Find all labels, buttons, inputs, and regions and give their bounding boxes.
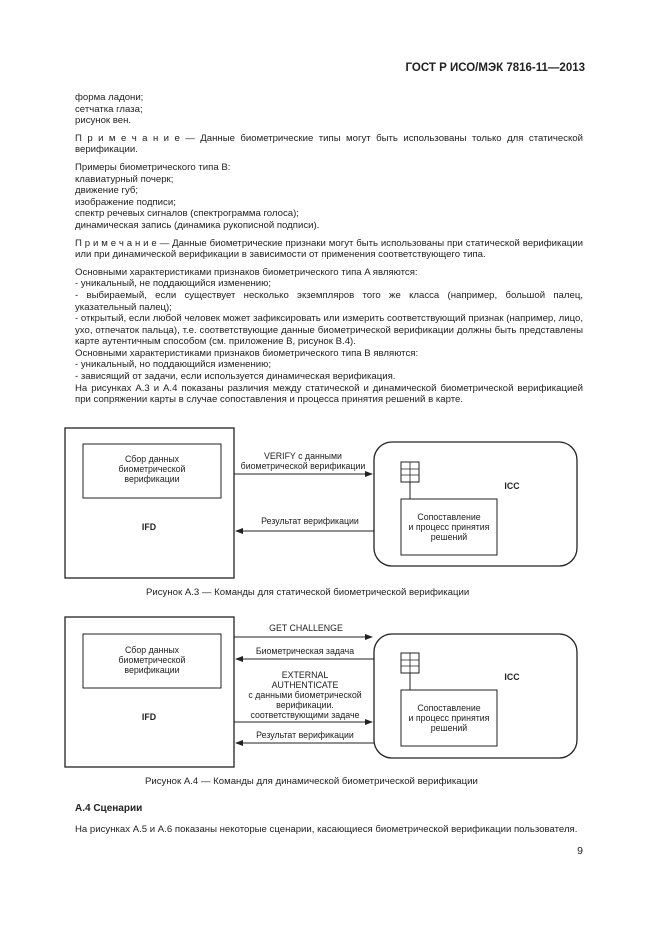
verify-label: биометрической верификации [240, 461, 366, 471]
list-item: изображение подписи; [75, 196, 176, 208]
figure-a4 [65, 617, 577, 767]
note-1 [75, 133, 583, 156]
result-label: Результат верификации [261, 516, 359, 526]
ifd-label: IFD [141, 712, 157, 722]
list-item: - зависящий от задачи, если используется динамическая верификация. [75, 371, 396, 383]
external-label: соответствующими задаче [250, 710, 360, 720]
collect-data-box [83, 634, 221, 688]
section-title: А.4 Сценарии [75, 803, 143, 814]
collect-line: Сбор данных [124, 645, 180, 655]
collect-line: верификации [124, 665, 180, 675]
list-item: спектр речевых сигналов (спектрограмма голоса); [75, 208, 299, 220]
icc-label: ICC [504, 672, 520, 682]
collect-line: биометрической [118, 464, 186, 474]
figure-a3-caption: Рисунок А.3 — Команды для статической биометрической верификации [146, 587, 470, 598]
ifd-box [65, 428, 234, 578]
match-line: Сопоставление [417, 512, 481, 522]
list-item: рисунок вен. [75, 115, 132, 127]
list-b-intro: Примеры биометрического типа B: [75, 161, 231, 173]
note-text: — Данные биометрические признаки могут быть использованы при статической верификации или при динамической верификации в зависимости от применения соответствующего типа. [75, 237, 583, 261]
note-2 [75, 238, 583, 261]
type-b-intro: Основными характеристиками признаков биометрического типа B являются: [75, 347, 419, 359]
external-label: EXTERNAL [281, 670, 329, 680]
header-title: ГОСТ Р ИСО/МЭК 7816-11—2013 [405, 62, 585, 74]
ifd-label: IFD [141, 522, 157, 532]
match-line: и процесс принятия [408, 713, 490, 723]
list-item: движение губ; [75, 185, 139, 197]
icc-box [374, 442, 577, 566]
match-line: решений [430, 723, 468, 733]
icc-label: ICC [504, 481, 520, 491]
chip-icon [401, 653, 419, 673]
figures-intro: На рисунках А.3 и А.4 показаны различия между статической и динамической биометрической верификацией при сопряжении карты в случае сопоставления и процесса принятия решений в карте. [75, 382, 583, 406]
figure-a3 [65, 428, 577, 578]
type-a-intro: Основными характеристиками признаков биометрического типа A являются: [75, 266, 418, 278]
match-line: и процесс принятия [408, 522, 490, 532]
icc-box [374, 634, 577, 758]
external-label: с данными биометрической [248, 690, 362, 700]
figure-a4-caption: Рисунок А.4 — Команды для динамической биометрической верификации [145, 776, 478, 787]
collect-line: верификации [124, 474, 180, 484]
ifd-box [65, 617, 234, 767]
matching-box [401, 499, 497, 555]
note-text: — Данные биометрические типы могут быть использованы только для статической верификации. [75, 132, 583, 156]
list-item: форма ладони; [75, 92, 144, 103]
section-text: На рисунках А.5 и А.6 показаны некоторые сценарии, касающиеся биометрической верификации пользователя. [75, 824, 578, 835]
list-item: - выбираемый, если существует несколько экземпляров того же класса (например, большой палец, указательный палец); [75, 289, 583, 313]
match-line: решений [430, 532, 468, 542]
list-item: - уникальный, но поддающийся изменению; [75, 359, 271, 371]
external-label: верификации. [276, 700, 334, 710]
text-block-top [75, 92, 583, 406]
verify-label: VERIFY с данными [264, 451, 342, 461]
match-line: Сопоставление [417, 703, 481, 713]
chip-icon [401, 462, 419, 482]
note-label: П р и м е ч а н и е [75, 132, 180, 144]
list-item: - уникальный, не поддающийся изменению; [75, 278, 271, 290]
list-item: сетчатка глаза; [75, 103, 143, 115]
list-item: динамическая запись (динамика рукописной подписи). [75, 219, 320, 231]
external-label: AUTHENTICATE [271, 680, 339, 690]
task-label: Биометрическая задача [255, 646, 355, 656]
collect-line: биометрической [118, 655, 186, 665]
matching-box [401, 690, 497, 746]
page-number: 9 [577, 845, 583, 857]
list-item: - открытый, если любой человек может зафиксировать или измерить соответствующий признак (например, лицо, ухо, отпечаток пальца), т.е. соответствующие данные биометрической верификации должны быть представлены карте аутентичным способом (см. приложение B, рисунок B.4). [75, 313, 583, 348]
note-label: П р и м е ч а н и е [75, 237, 157, 249]
collect-line: Сбор данных [124, 454, 180, 464]
challenge-label: GET CHALLENGE [269, 623, 343, 633]
collect-data-box [83, 444, 221, 498]
list-item: клавиатурный почерк; [75, 173, 174, 185]
result-label: Результат верификации [256, 730, 354, 740]
